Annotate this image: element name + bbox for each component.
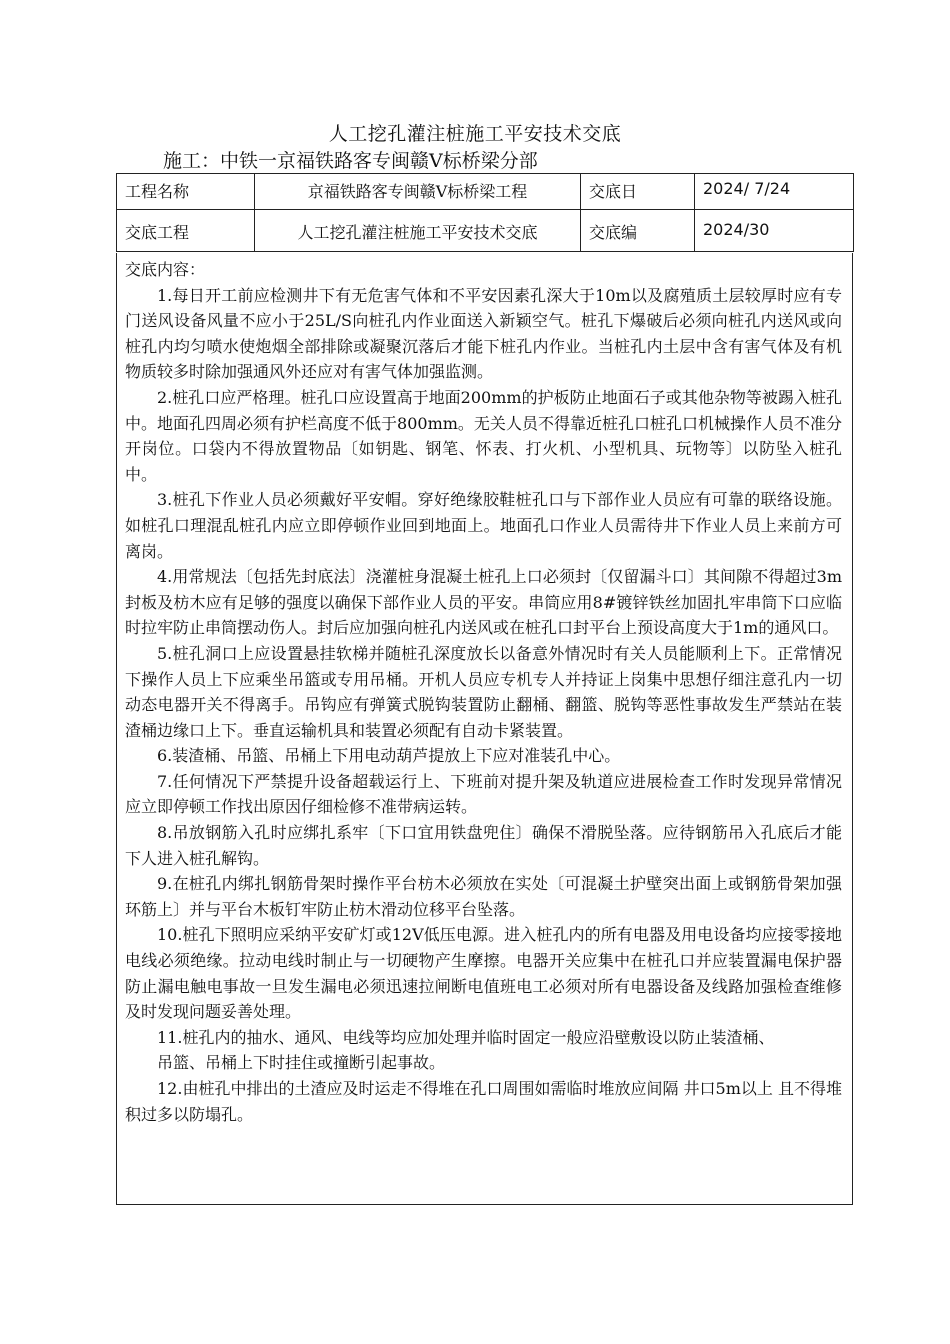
handover-content <box>125 257 842 1127</box>
content-item-10: 10.桩孔下照明应采纳平安矿灯或12V低压电源。进入桩孔内的所有电器及用电设备均应接零接地电线必须绝缘。拉动电线时制止与一切硬物产生摩擦。电器开关应集中在桩孔口并应装置漏电保护器防止漏电触电事故一旦发生漏电必须迅速拉闸断电值班电工必须对所有电器设备及线路加强检查维修及时发现问题妥善处理。 <box>125 925 842 1022</box>
content-item-11-continued: 吊篮、吊桶上下时挂住或撞断引起事故。 <box>157 1053 446 1073</box>
content-item-1: 1.每日开工前应检测井下有无危害气体和不平安因素孔深大于10m以及腐殖质土层较厚时应有专门送风设备风量不应小于25L/S向桩孔内作业面送入新颖空气。桩孔下爆破后必须向桩孔内送风或向桩孔内均匀喷水使炮烟全部排除或凝聚沉落后才能下桩孔内作业。当桩孔内土层中含有害气体及有机物质较多时除加强通风外还应对有害气体加强监测。 <box>125 285 842 382</box>
handover-date-value: 2024/ 7/24 <box>695 174 854 210</box>
content-item-12: 12.由桩孔中排出的土渣应及时运走不得堆在孔口周围如需临时堆放应间隔 井口5m以上 且不得堆积过多以防塌孔。 <box>125 1079 842 1124</box>
content-item-4: 4.用常规法〔包括先封底法〕浇灌桩身混凝土桩孔上口必须封〔仅留漏斗口〕其间隙不得超过3m封板及枋木应有足够的强度以确保下部作业人员的平安。串筒应用8#镀锌铁丝加固扎牢串筒下口应临时拉牢防止串筒摆动伤人。封后应加强向桩孔内送风或在桩孔口封平台上预设高度大于1m的通风口。 <box>125 567 842 638</box>
document-subtitle: 施工：中铁一京福铁路客专闽赣Ⅴ标桥梁分部 <box>163 150 538 172</box>
content-item-3: 3.桩孔下作业人员必须戴好平安帽。穿好绝缘胶鞋桩孔口与下部作业人员应有可靠的联络设施。如桩孔口理混乱桩孔内应立即停顿作业回到地面上。地面孔口作业人员需待井下作业人员上来前方可离岗。 <box>125 490 842 561</box>
content-item-7: 7.任何情况下严禁提升设备超载运行上、下班前对提升架及轨道应进展检查工作时发现异常情况应立即停顿工作找出原因仔细检修不准带病运转。 <box>125 771 842 817</box>
content-item-2: 2.桩孔口应严格理。桩孔口应设置高于地面200mm的护板防止地面石子或其他杂物等被踢入桩孔中。地面孔四周必须有护栏高度不低于800mm。无关人员不得靠近桩孔口桩孔口机械操作人员不准分开岗位。口袋内不得放置物品〔如钥匙、钢笔、怀表、打火机、小型机具、玩物等〕以防坠入桩孔中。 <box>125 387 842 484</box>
info-table <box>116 173 854 252</box>
info-row-handover <box>117 210 854 252</box>
handover-project-value: 人工挖孔灌注桩施工平安技术交底 <box>255 210 581 252</box>
info-row-project <box>117 174 854 210</box>
content-item-8: 8.吊放钢筋入孔时应绑扎系牢〔下口宜用铁盘兜住〕确保不滑脱坠落。应待钢筋吊入孔底后才能下人进入桩孔解钩。 <box>125 823 842 868</box>
content-item-5: 5.桩孔洞口上应设置悬挂软梯并随桩孔深度放长以备意外情况时有关人员能顺利上下。正常情况下操作人员上下应乘坐吊篮或专用吊桶。开机人员应专机专人并持证上岗集中思想仔细注意孔内一切动态电器开关不得离手。吊钩应有弹簧式脱钩装置防止翻桶、翻篮、脱钩等恶性事故发生严禁站在装渣桶边缘口上下。垂直运输机具和装置必须配有自动卡紧装置。 <box>125 643 842 740</box>
handover-number-label: 交底编 <box>581 210 695 252</box>
handover-project-label: 交底工程 <box>117 210 255 252</box>
project-name-label: 工程名称 <box>117 174 255 210</box>
content-heading: 交底内容： <box>125 260 206 279</box>
document-title: 人工挖孔灌注桩施工平安技术交底 <box>328 123 622 145</box>
handover-number-value: 2024/30 <box>695 210 854 252</box>
content-item-11: 11.桩孔内的抽水、通风、电线等均应加处理并临时固定一般应沿壁敷设以防止装渣桶、 <box>157 1027 775 1047</box>
content-item-9: 9.在桩孔内绑扎钢筋骨架时操作平台枋木必须放在实处〔可混凝土护壁突出面上或钢筋骨架加强环筋上〕并与平台木板钉牢防止枋木滑动位移平台坠落。 <box>125 874 842 919</box>
handover-date-label: 交底日 <box>581 174 695 210</box>
content-item-6: 6.装渣桶、吊篮、吊桶上下用电动葫芦提放上下应对准装孔中心。 <box>157 746 621 766</box>
project-name-value: 京福铁路客专闽赣Ⅴ标桥梁工程 <box>255 174 581 210</box>
